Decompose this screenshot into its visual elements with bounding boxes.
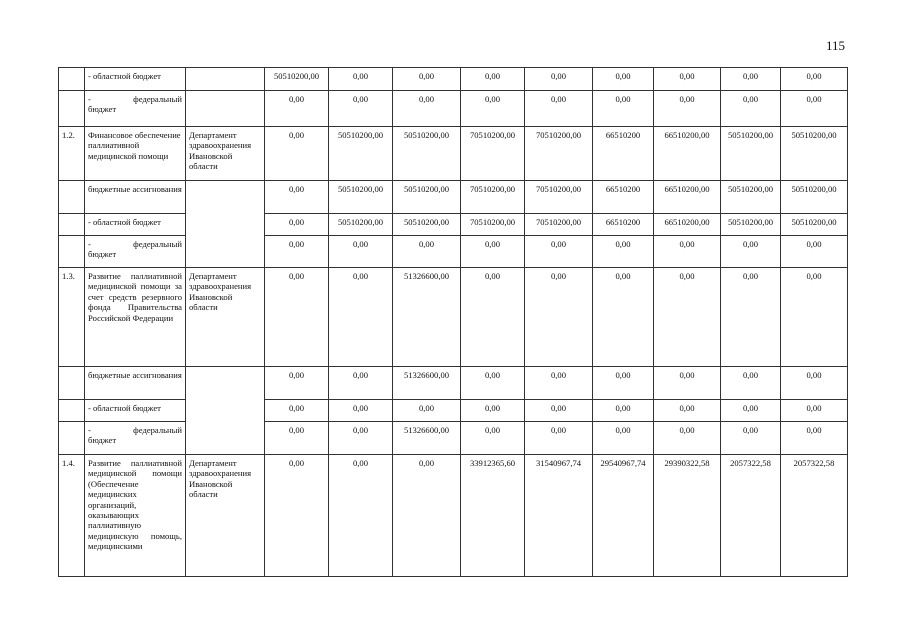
table-row: [59, 422, 848, 455]
row-index: [59, 422, 85, 455]
value-cell: 0,00: [721, 268, 781, 367]
row-index: 1.2.: [59, 127, 85, 181]
value-cell: 0,00: [329, 422, 393, 455]
value-cell: 70510200,00: [461, 214, 525, 236]
row-index: [59, 400, 85, 422]
value-cell: 0,00: [525, 91, 593, 127]
value-cell: 50510200,00: [781, 181, 848, 214]
value-cell: 0,00: [781, 400, 848, 422]
row-index: [59, 91, 85, 127]
value-cell: 0,00: [265, 455, 329, 577]
value-cell: 66510200: [593, 181, 654, 214]
row-index: [59, 236, 85, 268]
row-name: - областной бюджет: [85, 214, 186, 236]
value-cell: 70510200,00: [525, 181, 593, 214]
value-cell: 0,00: [525, 68, 593, 91]
value-cell: 0,00: [525, 422, 593, 455]
value-cell: 0,00: [461, 268, 525, 367]
value-cell: 0,00: [265, 236, 329, 268]
value-cell: 0,00: [721, 236, 781, 268]
value-cell: 0,00: [525, 268, 593, 367]
table-row: [59, 91, 848, 127]
value-cell: 0,00: [721, 91, 781, 127]
row-name: бюджетные ассигнования: [85, 367, 186, 400]
value-cell: 0,00: [654, 400, 721, 422]
value-cell: 50510200,00: [329, 127, 393, 181]
row-dept: [186, 91, 265, 127]
value-cell: 0,00: [593, 367, 654, 400]
value-cell: 0,00: [781, 268, 848, 367]
value-cell: 0,00: [393, 455, 461, 577]
value-cell: 50510200,00: [721, 214, 781, 236]
value-cell: 66510200: [593, 214, 654, 236]
table-row: [59, 268, 848, 367]
value-cell: 0,00: [265, 422, 329, 455]
value-cell: 0,00: [393, 91, 461, 127]
table-row: [59, 127, 848, 181]
value-cell: 0,00: [393, 400, 461, 422]
row-name: Развитие паллиативной медицинской помощи за счет средств резервного фонда Правительства Российской Федерации: [85, 268, 186, 367]
value-cell: 0,00: [329, 367, 393, 400]
value-cell: 0,00: [593, 68, 654, 91]
value-cell: 50510200,00: [265, 68, 329, 91]
value-cell: 50510200,00: [721, 127, 781, 181]
value-cell: 0,00: [781, 367, 848, 400]
row-name-word-2: бюджет: [88, 249, 117, 260]
value-cell: 0,00: [329, 400, 393, 422]
value-cell: 66510200: [593, 127, 654, 181]
value-cell: 0,00: [265, 268, 329, 367]
value-cell: 0,00: [721, 68, 781, 91]
value-cell: 0,00: [461, 91, 525, 127]
table-row: [59, 68, 848, 91]
value-cell: 31540967,74: [525, 455, 593, 577]
value-cell: 0,00: [329, 268, 393, 367]
value-cell: 0,00: [654, 68, 721, 91]
row-name-word-1: федеральный: [133, 94, 182, 104]
value-cell: 0,00: [721, 367, 781, 400]
value-cell: 0,00: [525, 400, 593, 422]
row-name: - областной бюджет: [85, 68, 186, 91]
value-cell: 51326600,00: [393, 268, 461, 367]
value-cell: 29540967,74: [593, 455, 654, 577]
value-cell: 0,00: [329, 236, 393, 268]
value-cell: 50510200,00: [781, 214, 848, 236]
value-cell: 0,00: [461, 422, 525, 455]
value-cell: 0,00: [593, 236, 654, 268]
value-cell: 0,00: [593, 91, 654, 127]
value-cell: 2057322,58: [721, 455, 781, 577]
table-row: [59, 455, 848, 577]
value-cell: 51326600,00: [393, 422, 461, 455]
value-cell: 0,00: [593, 268, 654, 367]
row-dept: Департамент здравоохранения Ивановской области: [186, 127, 265, 181]
row-index: [59, 214, 85, 236]
value-cell: 29390322,58: [654, 455, 721, 577]
budget-table: [58, 67, 848, 577]
row-index: 1.3.: [59, 268, 85, 367]
row-index: [59, 68, 85, 91]
row-dept: Департамент здравоохранения Ивановской области: [186, 268, 265, 367]
value-cell: 50510200,00: [393, 181, 461, 214]
value-cell: 0,00: [461, 68, 525, 91]
value-cell: 70510200,00: [525, 214, 593, 236]
value-cell: 66510200,00: [654, 181, 721, 214]
value-cell: 0,00: [393, 68, 461, 91]
table-body: [59, 68, 848, 577]
row-index: [59, 181, 85, 214]
row-dept: Департамент здравоохранения Ивановской области: [186, 455, 265, 577]
row-name-dash: -: [88, 239, 91, 249]
row-name: Развитие паллиативной медицинской помощи (Обеспечение медицинских организаций, оказывающих паллиативную медицинскую помощь, медицинскими: [85, 455, 186, 577]
row-dept-merged: [186, 181, 265, 268]
row-name: бюджетные ассигнования: [85, 181, 186, 214]
table-row: [59, 214, 848, 236]
value-cell: 0,00: [654, 91, 721, 127]
value-cell: 2057322,58: [781, 455, 848, 577]
value-cell: 0,00: [781, 422, 848, 455]
row-name: Финансовое обеспечение паллиативной медицинской помощи: [85, 127, 186, 181]
value-cell: 66510200,00: [654, 214, 721, 236]
value-cell: 0,00: [265, 400, 329, 422]
value-cell: 0,00: [329, 455, 393, 577]
row-name-dash: -: [88, 94, 91, 104]
value-cell: 0,00: [461, 236, 525, 268]
value-cell: 0,00: [265, 214, 329, 236]
table-row: [59, 400, 848, 422]
value-cell: 0,00: [525, 236, 593, 268]
value-cell: 0,00: [265, 127, 329, 181]
value-cell: 0,00: [265, 91, 329, 127]
table-row: [59, 236, 848, 268]
value-cell: 0,00: [654, 236, 721, 268]
row-name-dash: -: [88, 425, 91, 435]
row-name-word-1: федеральный: [133, 239, 182, 249]
value-cell: 0,00: [461, 400, 525, 422]
row-index: 1.4.: [59, 455, 85, 577]
value-cell: 50510200,00: [393, 127, 461, 181]
table-row: [59, 367, 848, 400]
value-cell: 66510200,00: [654, 127, 721, 181]
row-name-word-1: федеральный: [133, 425, 182, 435]
row-name-word-2: бюджет: [88, 104, 117, 115]
value-cell: 70510200,00: [461, 127, 525, 181]
value-cell: 50510200,00: [781, 127, 848, 181]
table-row: [59, 181, 848, 214]
row-name: - областной бюджет: [85, 400, 186, 422]
value-cell: 0,00: [781, 91, 848, 127]
value-cell: 0,00: [721, 422, 781, 455]
row-name-word-2: бюджет: [88, 435, 117, 446]
row-dept-merged: [186, 367, 265, 455]
value-cell: 0,00: [654, 367, 721, 400]
page-number: 115: [826, 38, 846, 53]
value-cell: 0,00: [781, 68, 848, 91]
value-cell: 0,00: [329, 68, 393, 91]
value-cell: 0,00: [393, 236, 461, 268]
value-cell: 50510200,00: [393, 214, 461, 236]
value-cell: 0,00: [654, 268, 721, 367]
value-cell: 70510200,00: [525, 127, 593, 181]
value-cell: 0,00: [593, 400, 654, 422]
value-cell: 50510200,00: [329, 181, 393, 214]
value-cell: 51326600,00: [393, 367, 461, 400]
row-dept: [186, 68, 265, 91]
value-cell: 0,00: [781, 236, 848, 268]
value-cell: 0,00: [721, 400, 781, 422]
value-cell: 70510200,00: [461, 181, 525, 214]
value-cell: 0,00: [461, 367, 525, 400]
row-index: [59, 367, 85, 400]
value-cell: 0,00: [329, 91, 393, 127]
row-name: [85, 91, 186, 127]
value-cell: 0,00: [265, 367, 329, 400]
value-cell: 0,00: [593, 422, 654, 455]
value-cell: 0,00: [654, 422, 721, 455]
row-name: [85, 422, 186, 455]
value-cell: 33912365,60: [461, 455, 525, 577]
value-cell: 0,00: [265, 181, 329, 214]
value-cell: 50510200,00: [721, 181, 781, 214]
value-cell: 50510200,00: [329, 214, 393, 236]
value-cell: 0,00: [525, 367, 593, 400]
row-name: [85, 236, 186, 268]
